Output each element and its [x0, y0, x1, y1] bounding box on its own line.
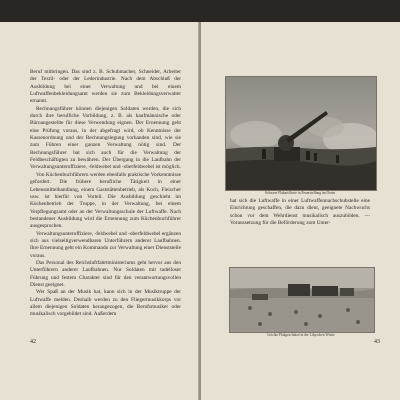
- left-page: [0, 22, 199, 400]
- paragraph: Beruf mitbringen. Das sind z. B. Schuhmacher, Schneider, Arbeiter der Textil- oder der Lederindustrie. Nach dem Abschluß der Ausbildung bei einer Verwaltung und bei einem Luftwaffenbekleidungsamt werden sie zum Bekleidungsverwalter ernannt.: [30, 69, 181, 105]
- page-number: 43: [374, 339, 380, 345]
- photo-caption: Schwere Flakartillerie in Feuerstellung im Osten: [265, 191, 335, 195]
- paragraph: Verwaltungsunteroffiziere, -feldwebel und -oberfeldwebel ergänzen sich aus vielseitigverwendbaren Unterführern anderer Laufbahnen. Ihre Ernennung geht ein Kommando zur Verwaltung einer Dienststelle voraus.: [30, 230, 181, 259]
- right-page: [201, 22, 400, 400]
- flak-artillery-photo: [225, 76, 377, 191]
- right-page-text: [230, 198, 370, 227]
- paragraph: Rechnungsführer können diejenigen Soldaten werden, die sich durch ihre berufliche Vorbildung, z. B. als kaufmännische oder Büroangestellte für diese Verwendung eignen. Der Ernennung geht eine Prüfung voraus, in der abgefragt wird, ob Kenntnisse der Kassenordnung und der Rechnungslegung vorhanden sind, wie sie zum Führen einer ganzen Verwaltung nötig sind. Der Rechnungsführer hat sich auch für die Verwaltung der Feldbeschäftigten zu bewähren. Der Übergang in die Laufbahn der Verwaltungsunteroffiziere, -feldwebel und -oberfeldwebel ist möglich.: [30, 105, 181, 171]
- photo-caption: Leichte Flakgeschütze in der Libyschen Wüste: [267, 333, 335, 337]
- left-page-text: [30, 69, 181, 319]
- page-number: 42: [30, 339, 36, 345]
- paragraph: Wer Spaß an der Musik hat, kann sich in der Musiktruppe der Luftwaffe melden. Deshalb werden zu den Fliegermusikkorps vor allem diejenigen Soldaten herangezogen, die Berufsmusiker oder musikalisch vorgebildet sind. Außerdem: [30, 289, 181, 318]
- paragraph: hat sich die Luftwaffe in einer Luftwaffennachschubstelle eine Einrichtung geschaffen, die dazu dient, geeignete Nachwuchs schon vor dem Wehrdienst musikalisch auszubilden. — Voraussetzung für die Beförderung zum Unter-: [230, 198, 370, 227]
- desert-flak-photo: [229, 267, 375, 333]
- paragraph: Das Personal des Reichsluftfahrtministeriums geht hervor aus den Unterführern anderer Laufbahnen. Nur Soldaten mit tadelloser Führung und festem Charakter sind für den verantwortungsvollen Dienst geeignet.: [30, 259, 181, 288]
- paragraph: Von Küchenbuchführern werden ebenfalls praktische Vorkenntnisse gefordert. Die frühere berufliche Tätigkeit in einer Lebensmittelhandlung, einem Gaststättenbetrieb, als Koch, Fleischer usw. ist hierfür von Vorteil. Die Ausbildung geschieht im Küchenbetrieb der Truppe, in der Verwaltung, bei einem Verpflegungsamt oder an der Verwaltungsschule der Luftwaffe. Nach bestandener Ausbildung wird die Ernennung zum Küchenbuchführer ausgesprochen.: [30, 171, 181, 230]
